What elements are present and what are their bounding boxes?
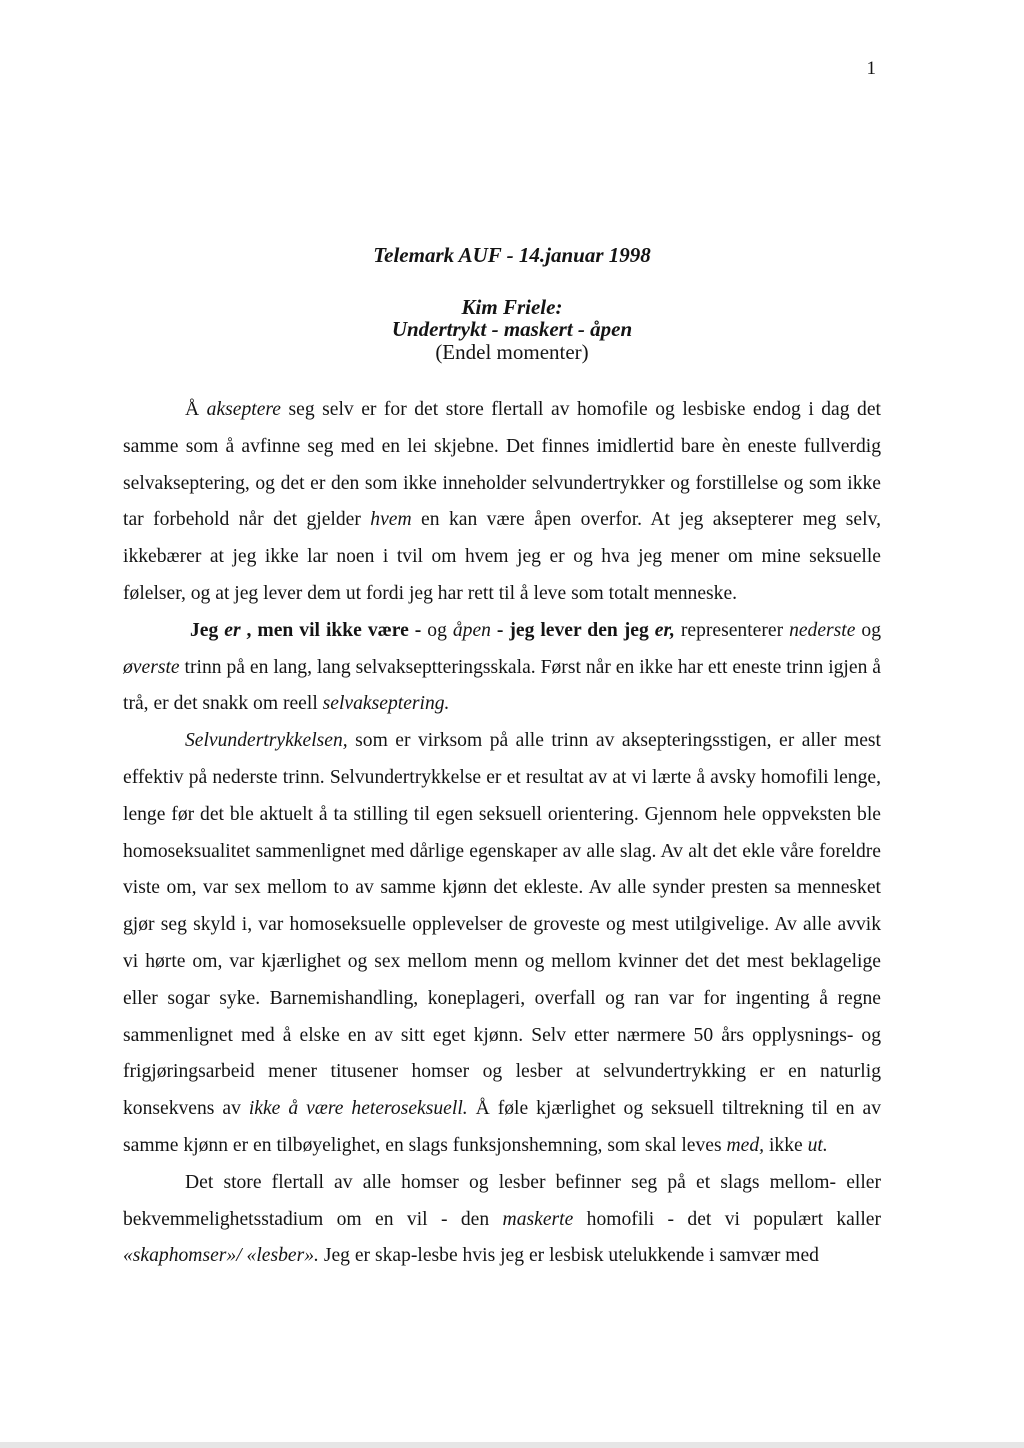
emphasis-heteroseksuell: ikke å være heteroseksuell.: [248, 1098, 468, 1120]
emphasis-akseptere: akseptere: [206, 399, 282, 420]
emphasis-skaphomser: «skaphomser»/ «lesber».: [123, 1245, 319, 1267]
paragraph-2-text: og: [427, 619, 453, 641]
paragraph-4-text: Det store flertall av alle homser og lesber befinner seg på et slags mellom- eller bekvemmelighetsstadium om en vil - den: [123, 1171, 881, 1230]
event-heading: Telemark AUF - 14.januar 1998: [373, 243, 651, 267]
bold-text: Jeg: [190, 619, 225, 641]
emphasis-apen: åpen: [452, 619, 491, 641]
emphasis-er: er,: [654, 619, 675, 641]
speech-subtitle: (Endel momenter): [435, 340, 589, 364]
paragraph-4: [123, 1165, 881, 1275]
emphasis-nederste: nederste: [789, 619, 856, 641]
paragraph-3-text: Å føle kjærlighet og seksuell tiltrekning til en av samme kjønn er en tilbøyelighet, en slags funksjonshemning, som skal leves: [123, 1098, 881, 1156]
bold-text: , men vil ikke være -: [240, 619, 428, 641]
emphasis-med: med,: [726, 1134, 765, 1156]
bold-text: - jeg lever den jeg: [490, 619, 655, 641]
paragraph-1: [123, 392, 881, 613]
emphasis-selvakseptering: selvakseptering.: [322, 693, 450, 715]
paragraph-2-text: og: [855, 619, 882, 641]
author-heading: Kim Friele:: [461, 295, 563, 319]
paragraph-3-text: ikke: [764, 1134, 808, 1156]
paragraph-3-text: som er virksom på alle trinn av aksepteringsstigen, er aller mest effektiv på nederste trinn. Selvundertrykkelse er et resultat av at vi lærte å avsky homofili lenge, lenge før det ble aktuelt å ta stilling til egen seksuell orientering. Gjennom hele oppveksten ble homoseksualitet sammenlignet med dårlige egenskaper av alle slag. Av alt det ekle våre foreldre viste om, var sex mellom to av samme kjønn det ekleste. Av alle synder presten sa mennesket gjør seg skyld i, var homoseksuelle opplevelser de groveste og mest utilgivelige. Av alle avvik vi hørte om, var kjærlighet og sex mellom menn og mellom kvinner det det mest beklagelige eller sogar syke. Barnemishandling, koneplageri, overfall og ran var for ingenting å regne sammenlignet med å elske en av sitt eget kjønn. Selv etter nærmere 50 års opplysnings- og frigjøringsarbeid mener titusener homser og lesber at selvundertrykking er en naturlig konsekvens av: [123, 730, 881, 1120]
scan-bottom-edge: [0, 1442, 1024, 1448]
body-text: [123, 392, 881, 1275]
paragraph-2-text: trinn på en lang, lang selvakseptteringsskala. Først når en ikke har ett eneste trinn igjen å trå, er det snakk om reell: [123, 656, 881, 715]
emphasis-ut: ut.: [807, 1134, 828, 1156]
emphasis-selvundertrykkelsen: Selvundertrykkelsen,: [185, 730, 348, 752]
paragraph-4-text: Jeg er skap-lesbe hvis jeg er lesbisk utelukkende i samvær med: [318, 1245, 819, 1267]
speech-title: Undertrykt - maskert - åpen: [391, 317, 633, 341]
page-number: 1: [866, 58, 876, 79]
emphasis-hvem: hvem: [370, 509, 412, 531]
emphasis-er: er: [224, 619, 241, 641]
paragraph-3: [123, 723, 881, 1165]
paragraph-2: [123, 613, 881, 723]
paragraph-4-text: homofili - det vi populært kaller: [573, 1208, 881, 1230]
paragraph-1-text: Å: [185, 399, 207, 420]
paragraph-2-text: representerer: [674, 619, 790, 641]
paragraph-1-text: seg selv er for det store flertall av homofile og lesbiske endog i dag det samme som å avfinne seg med en lei skjebne. Det finnes imidlertid bare èn eneste fullverdig selvakseptering, og det er den som ikke inneholder selvundertrykker og forstillelse og som ikke tar forbehold når det gjelder: [123, 399, 881, 531]
paragraph-1-text: en kan være åpen overfor. At jeg aksepterer meg selv, ikkebærer at jeg ikke lar noen i tvil om hvem jeg er og hva jeg mener om mine seksuelle følelser, og at jeg lever dem ut fordi jeg har rett til å leve som totalt menneske.: [123, 509, 881, 604]
emphasis-maskerte: maskerte: [502, 1208, 574, 1230]
emphasis-overste: øverste: [123, 656, 180, 678]
